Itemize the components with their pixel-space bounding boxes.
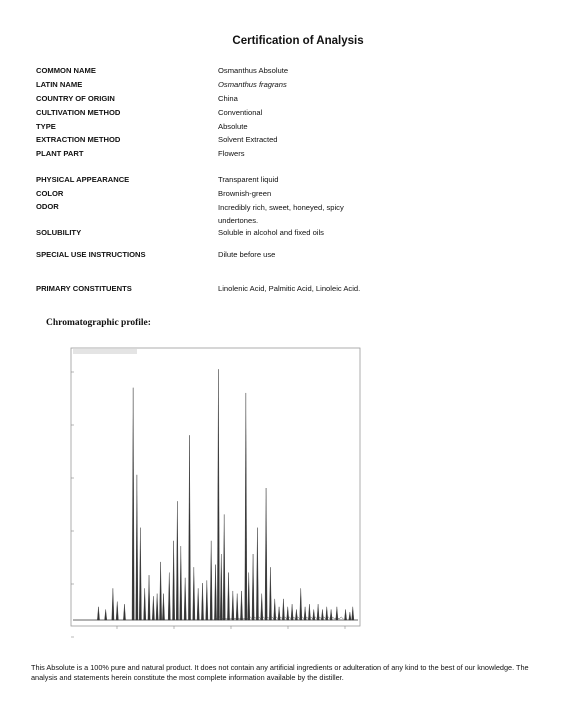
chromatogram-peak: [269, 567, 271, 620]
chromatogram-peak: [180, 546, 182, 620]
chromatogram-chart: [59, 344, 364, 640]
field-label: SPECIAL USE INSTRUCTIONS: [36, 250, 146, 259]
field-value: Soluble in alcohol and fixed oils: [218, 228, 324, 237]
field-label: CULTIVATION METHOD: [36, 108, 121, 117]
chromatogram-peak: [152, 596, 154, 620]
chromatogram-peak: [248, 572, 250, 620]
chromatogram-peak: [193, 567, 195, 620]
field-value: Osmanthus fragrans: [218, 80, 287, 89]
chromatogram-peak: [139, 528, 141, 620]
field-value: Dilute before use: [218, 250, 276, 259]
field-value: Incredibly rich, sweet, honeyed, spicy undertones.: [218, 203, 344, 225]
field-label: ODOR: [36, 202, 59, 211]
field-value: China: [218, 94, 238, 103]
field-label: PLANT PART: [36, 149, 84, 158]
chromatogram-peak: [223, 514, 225, 620]
chromatogram-peak: [136, 475, 138, 620]
field-value: Conventional: [218, 108, 263, 117]
chromatogram-heading: Chromatographic profile:: [46, 318, 151, 328]
footer-disclaimer: This Absolute is a 100% pure and natural product. It does not contain any artificial ingredients or adulteration of any kind to the best of our knowledge. The analysis and statements herein constitute the most complete information available by the distiller.: [31, 663, 529, 683]
chromatogram-peak: [256, 528, 258, 620]
chromatogram-peak: [188, 435, 190, 620]
chromatogram-peak: [112, 588, 114, 620]
chromatogram-peak: [236, 594, 238, 620]
field-label: LATIN NAME: [36, 80, 83, 89]
chromatogram-peak: [97, 607, 99, 620]
chromatogram-peak: [252, 554, 254, 620]
chromatogram-peak: [172, 541, 174, 620]
field-label: COUNTRY OF ORIGIN: [36, 94, 115, 103]
chromatogram-peak: [105, 609, 107, 620]
chromatogram-peak: [274, 599, 276, 620]
field-value: Flowers: [218, 149, 245, 158]
chromatogram-svg: [59, 344, 364, 640]
chromatogram-peak: [217, 369, 219, 620]
chart-peaks: [73, 369, 358, 620]
chromatogram-peak: [168, 572, 170, 620]
chromatogram-peak: [300, 588, 302, 620]
plot-header-strip: [73, 349, 137, 354]
chromatogram-peak: [162, 594, 164, 620]
chromatogram-peak: [123, 604, 125, 620]
document-title: Certification of Analysis: [232, 35, 364, 47]
field-value: Solvent Extracted: [218, 135, 278, 144]
field-label: PHYSICAL APPEARANCE: [36, 175, 130, 184]
field-label: EXTRACTION METHOD: [36, 135, 121, 144]
field-value: Transparent liquid: [218, 175, 279, 184]
chromatogram-peak: [206, 580, 208, 620]
chromatogram-peak: [261, 594, 263, 620]
chromatogram-peak: [227, 572, 229, 620]
chromatogram-peak: [349, 612, 351, 620]
chromatogram-peak: [176, 501, 178, 620]
chromatogram-peak: [352, 607, 354, 620]
chromatogram-peak: [232, 591, 234, 620]
field-value: Linolenic Acid, Palmitic Acid, Linoleic Acid.: [218, 284, 361, 293]
chromatogram-peak: [220, 554, 222, 620]
chromatogram-peak: [245, 393, 247, 620]
chromatogram-peak: [265, 488, 267, 620]
chromatogram-peak: [148, 575, 150, 620]
field-label: TYPE: [36, 122, 56, 131]
chromatogram-peak: [116, 602, 118, 620]
chromatogram-peak: [156, 594, 158, 620]
field-label: SOLUBILITY: [36, 228, 82, 237]
chromatogram-peak: [184, 578, 186, 620]
chromatogram-peak: [197, 588, 199, 620]
field-value: Brownish-green: [218, 189, 272, 198]
chromatogram-peak: [132, 388, 134, 620]
field-value: Absolute: [218, 122, 248, 131]
field-label: COMMON NAME: [36, 66, 96, 75]
chromatogram-peak: [144, 588, 146, 620]
chromatogram-peak: [344, 609, 346, 620]
chromatogram-peak: [240, 591, 242, 620]
chromatogram-peak: [159, 562, 161, 620]
chromatogram-peak: [210, 541, 212, 620]
chromatogram-peak: [214, 565, 216, 620]
field-label: COLOR: [36, 189, 64, 198]
field-label: PRIMARY CONSTITUENTS: [36, 284, 132, 293]
chromatogram-peak: [201, 583, 203, 620]
field-value: Osmanthus Absolute: [218, 66, 289, 75]
chromatogram-peak: [282, 599, 284, 620]
